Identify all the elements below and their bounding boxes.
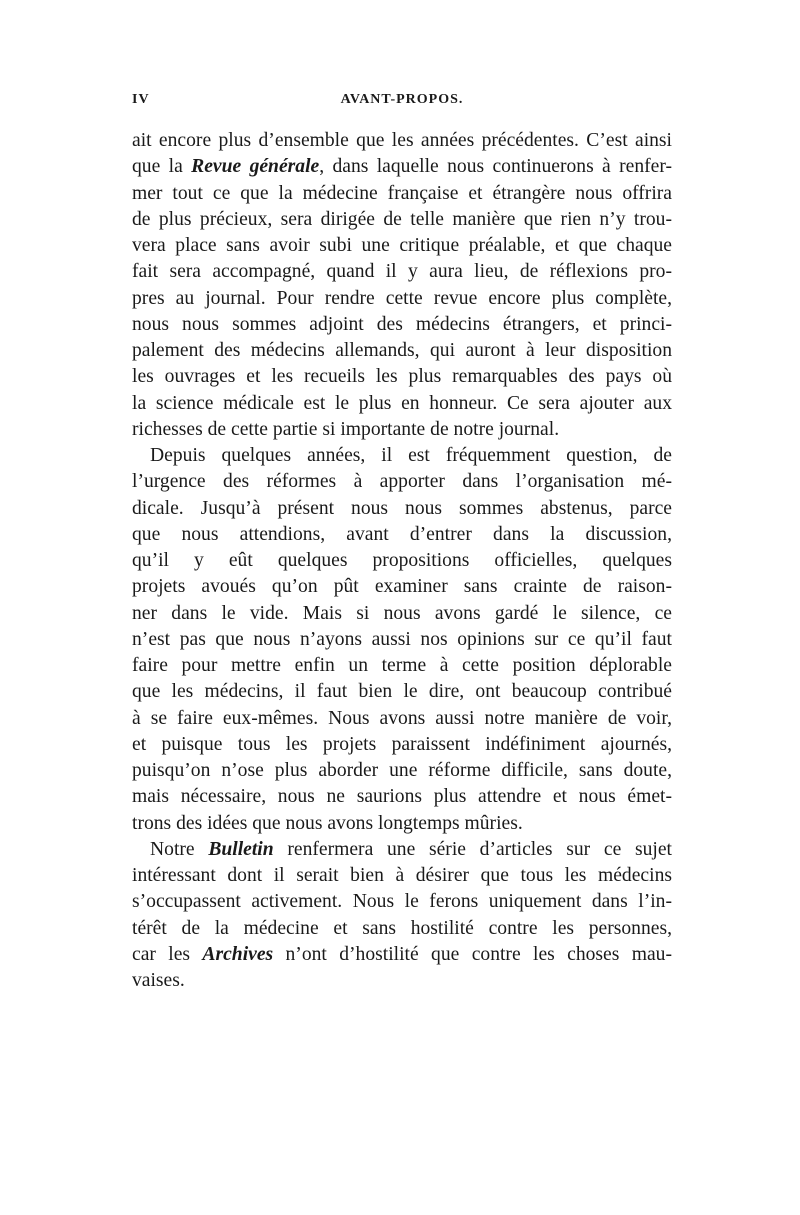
- text-segment: puisqu’on n’ose plus aborder une réforme difficile, sans doute,: [132, 760, 672, 781]
- text-segment: l’urgence des réformes à apporter dans l’organisation mé-: [132, 471, 672, 493]
- text-line: [132, 784, 672, 810]
- text-line: [132, 574, 672, 600]
- text-line: [132, 889, 672, 915]
- text-segment: vaises.: [132, 970, 185, 991]
- text-segment: dicale. Jusqu’à présent nous nous sommes abstenus, parce: [132, 497, 672, 519]
- page-number: IV: [132, 92, 150, 107]
- text-segment: s’occupassent activement. Nous le ferons uniquement dans l’in-: [132, 891, 672, 913]
- text-segment: mer tout ce que la médecine française et étrangère nous offrira: [132, 182, 672, 204]
- text-line: [132, 601, 672, 627]
- text-segment: de plus précieux, sera dirigée de telle manière que rien n’y trou-: [132, 208, 672, 230]
- text-line: [132, 181, 672, 207]
- text-segment: palement des médecins allemands, qui auront à leur disposition: [132, 340, 672, 361]
- text-line: [150, 837, 672, 863]
- text-line: [132, 259, 672, 285]
- text-line: [132, 391, 672, 417]
- text-segment: fait sera accompagné, quand il y aura lieu, de réflexions pro-: [132, 261, 672, 283]
- text-segment: richesses de cette partie si importante de notre journal.: [132, 418, 560, 440]
- text-segment: ait encore plus d’ensemble que les années précédentes. C’est ainsi: [132, 130, 672, 151]
- text-line: [132, 522, 672, 548]
- text-line: [132, 706, 672, 732]
- text-line: [132, 207, 672, 233]
- italic-title: Archives: [202, 943, 274, 965]
- text-segment: que la: [132, 156, 192, 178]
- text-line: [150, 443, 672, 469]
- text-line: [132, 154, 672, 180]
- text-segment: que nous attendions, avant d’entrer dans la discussion,: [132, 523, 672, 545]
- text-line: [132, 942, 672, 968]
- text-segment: renfermera une série d’articles sur ce sujet: [273, 838, 672, 860]
- text-line: [132, 548, 672, 574]
- running-title: AVANT-PROPOS.: [340, 92, 464, 107]
- text-segment: Notre: [150, 838, 209, 860]
- text-segment: intéressant dont il serait bien à désirer que tous les médecins: [132, 865, 672, 886]
- text-line: [132, 653, 672, 679]
- text-line: [132, 679, 672, 705]
- text-segment: qu’il y eût quelques propositions officielles, quelques: [132, 550, 672, 571]
- text-segment: que les médecins, il faut bien le dire, ont beaucoup contribué: [132, 681, 672, 703]
- text-segment: trons des idées que nous avons longtemps mûries.: [132, 812, 523, 834]
- text-line: [132, 732, 672, 758]
- text-segment: n’ont d’hostilité que contre les choses mau-: [273, 943, 672, 965]
- text-segment: Depuis quelques années, il est fréquemment question, de: [150, 445, 672, 466]
- text-segment: mais nécessaire, nous ne saurions plus attendre et nous émet-: [132, 786, 672, 808]
- text-segment: et puisque tous les projets paraissent indéfiniment ajournés,: [132, 733, 672, 755]
- text-segment: faire pour mettre enfin un terme à cette position déplorable: [132, 655, 672, 676]
- text-line: [132, 364, 672, 390]
- text-segment: à se faire eux-mêmes. Nous avons aussi notre manière de voir,: [132, 707, 672, 729]
- italic-title: Revue générale: [191, 156, 320, 178]
- text-line: [132, 312, 672, 338]
- italic-title: Bulletin: [208, 838, 274, 860]
- text-segment: projets avoués qu’on pût examiner sans crainte de raison-: [132, 576, 672, 598]
- text-line: [132, 627, 672, 653]
- text-segment: nous nous sommes adjoint des médecins étrangers, et princi-: [132, 313, 672, 335]
- text-line: [132, 811, 672, 837]
- text-line: [132, 758, 672, 784]
- text-line: [132, 128, 672, 154]
- text-segment: , dans laquelle nous continuerons à renfer-: [319, 156, 672, 178]
- text-segment: la science médicale est le plus en honneur. Ce sera ajouter aux: [132, 392, 672, 414]
- text-segment: térêt de la médecine et sans hostilité contre les personnes,: [132, 917, 672, 939]
- text-line: [132, 496, 672, 522]
- text-segment: ner dans le vide. Mais si nous avons gardé le silence, ce: [132, 602, 672, 624]
- text-line: [132, 968, 672, 994]
- text-line: [132, 338, 672, 364]
- text-segment: vera place sans avoir subi une critique préalable, et que chaque: [132, 235, 672, 256]
- text-line: [132, 916, 672, 942]
- text-line: [132, 286, 672, 312]
- text-segment: les ouvrages et les recueils les plus remarquables des pays où: [132, 366, 672, 388]
- running-head: [132, 92, 672, 114]
- text-segment: pres au journal. Pour rendre cette revue encore plus complète,: [132, 287, 672, 309]
- text-line: [132, 863, 672, 889]
- text-line: [132, 417, 672, 443]
- text-line: [132, 469, 672, 495]
- text-segment: car les: [132, 943, 203, 965]
- text-segment: n’est pas que nous n’ayons aussi nos opinions sur ce qu’il faut: [132, 628, 672, 650]
- text-line: [132, 233, 672, 259]
